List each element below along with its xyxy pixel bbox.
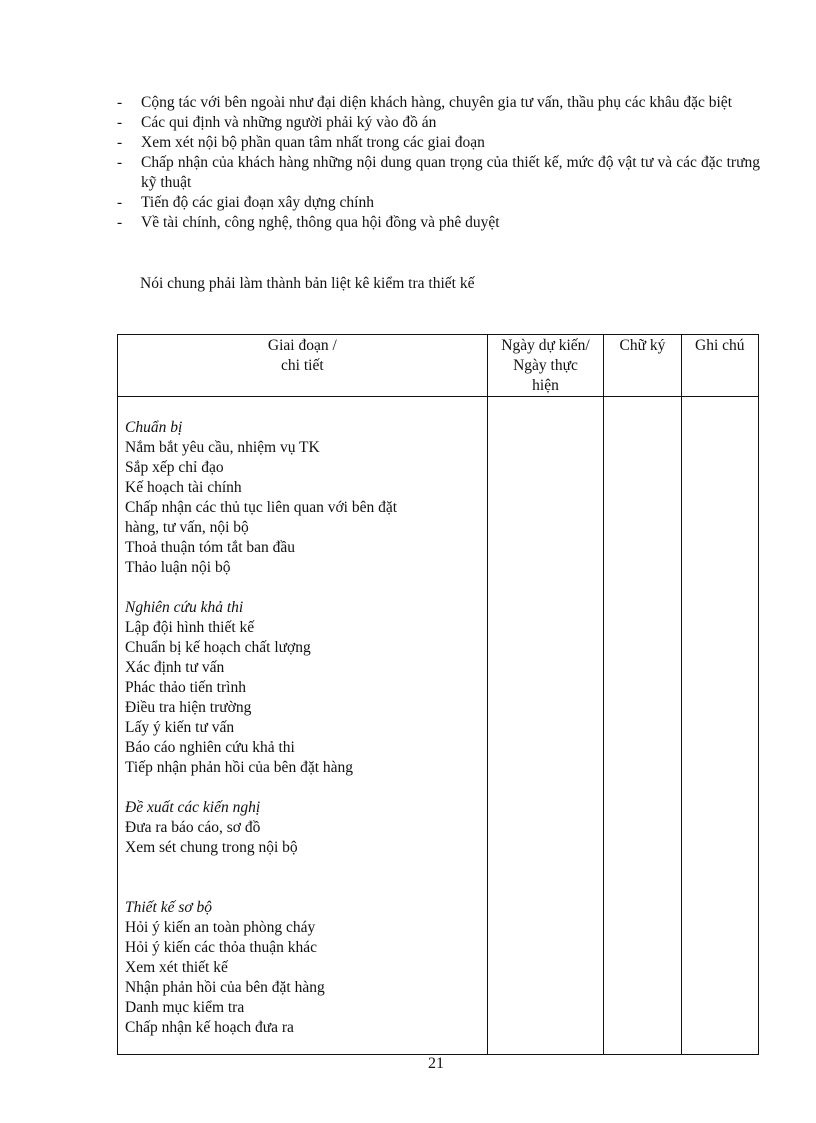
stage-item: Hỏi ý kiến an toàn phòng cháy bbox=[125, 919, 316, 936]
header-signature-line: Chữ ký bbox=[619, 337, 666, 354]
stage-section-title: Nghiên cứu khả thi bbox=[125, 599, 244, 616]
stage-item: Xem sét chung trong nội bộ bbox=[125, 839, 298, 856]
stage-item: Đưa ra báo cáo, sơ đồ bbox=[125, 819, 261, 836]
bullet-text: Cộng tác với bên ngoài như đại diện khách hàng, chuyên gia tư vấn, thầu phụ các khâu đặc biệt bbox=[141, 94, 732, 111]
stage-item: Phác thảo tiến trình bbox=[125, 679, 246, 696]
header-date-line: Ngày dự kiến/ bbox=[501, 337, 590, 354]
stage-item: Điều tra hiện trường bbox=[125, 699, 252, 716]
table-body-row bbox=[118, 397, 759, 1055]
stage-item: Chấp nhận kế hoạch đưa ra bbox=[125, 1019, 294, 1036]
stage-section-title: Thiết kế sơ bộ bbox=[125, 899, 213, 916]
summary-text: Nói chung phải làm thành bản liệt kê kiểm tra thiết kế bbox=[140, 275, 475, 292]
bullet-item bbox=[116, 153, 760, 193]
note-cell bbox=[681, 397, 758, 1055]
header-stage-line: chi tiết bbox=[281, 357, 324, 374]
bullet-item bbox=[116, 113, 760, 133]
bullet-list bbox=[116, 93, 760, 233]
stage-item: Nhận phản hồi của bên đặt hàng bbox=[125, 979, 325, 996]
stage-item: Hỏi ý kiến các thỏa thuận khác bbox=[125, 939, 317, 956]
stage-details-cell bbox=[118, 397, 488, 1055]
bullet-dash: - bbox=[117, 114, 123, 131]
stage-item: Chuẩn bị kế hoạch chất lượng bbox=[125, 639, 311, 656]
header-stage bbox=[118, 335, 488, 397]
bullet-text: Xem xét nội bộ phần quan tâm nhất trong các giai đoạn bbox=[141, 134, 485, 151]
header-stage-line: Giai đoạn / bbox=[267, 337, 337, 354]
page-number: 21 bbox=[428, 1055, 444, 1072]
design-checklist-table bbox=[117, 334, 759, 1055]
header-date-line: hiện bbox=[532, 377, 559, 394]
stage-section bbox=[125, 418, 487, 578]
stage-section bbox=[125, 598, 487, 778]
stage-item: Chấp nhận các thủ tục liên quan với bên đặt bbox=[125, 499, 398, 516]
header-signature bbox=[604, 335, 681, 397]
stage-item: Thoả thuận tóm tắt ban đầu bbox=[125, 539, 296, 556]
date-cell bbox=[487, 397, 604, 1055]
bullet-item bbox=[116, 213, 760, 233]
stage-item: Báo cáo nghiên cứu khả thi bbox=[125, 739, 295, 756]
stage-item: Tiếp nhận phản hồi của bên đặt hàng bbox=[125, 759, 354, 776]
stage-item: Sắp xếp chỉ đạo bbox=[125, 459, 224, 476]
bullet-item bbox=[116, 93, 760, 113]
stage-section-title: Chuẩn bị bbox=[125, 419, 183, 436]
stage-item: Nắm bắt yêu cầu, nhiệm vụ TK bbox=[125, 439, 320, 456]
stage-item: Thảo luận nội bộ bbox=[125, 559, 231, 576]
stage-section bbox=[125, 898, 487, 1038]
stage-item: Xác định tư vấn bbox=[125, 659, 225, 676]
header-note bbox=[681, 335, 758, 397]
stage-item: Kế hoạch tài chính bbox=[125, 479, 242, 496]
stage-item: hàng, tư vấn, nội bộ bbox=[125, 519, 249, 536]
bullet-text: Tiến độ các giai đoạn xây dựng chính bbox=[141, 194, 374, 211]
stage-section bbox=[125, 798, 487, 858]
stage-item: Lấy ý kiến tư vấn bbox=[125, 719, 235, 736]
bullet-item bbox=[116, 133, 760, 153]
stage-item: Xem xét thiết kế bbox=[125, 959, 228, 976]
header-note-line: Ghi chú bbox=[695, 337, 745, 354]
bullet-text: Về tài chính, công nghệ, thông qua hội đồng và phê duyệt bbox=[141, 214, 500, 231]
table-header-row bbox=[118, 335, 759, 397]
bullet-text: Chấp nhận của khách hàng những nội dung quan trọng của thiết kế, mức độ vật tư và các đặc trưng kỹ thuật bbox=[141, 154, 760, 191]
signature-cell bbox=[604, 397, 681, 1055]
stage-item: Danh mục kiểm tra bbox=[125, 999, 245, 1016]
bullet-text: Các qui định và những người phải ký vào đồ án bbox=[141, 114, 437, 131]
header-date bbox=[487, 335, 604, 397]
bullet-dash: - bbox=[117, 134, 123, 151]
stage-section-title: Đề xuất các kiến nghị bbox=[125, 799, 261, 816]
header-date-line: Ngày thực bbox=[513, 357, 578, 374]
bullet-dash: - bbox=[117, 214, 123, 231]
bullet-dash: - bbox=[117, 94, 123, 111]
bullet-dash: - bbox=[117, 194, 123, 211]
bullet-item bbox=[116, 193, 760, 213]
stage-item: Lập đội hình thiết kế bbox=[125, 619, 255, 636]
bullet-dash: - bbox=[117, 154, 123, 171]
